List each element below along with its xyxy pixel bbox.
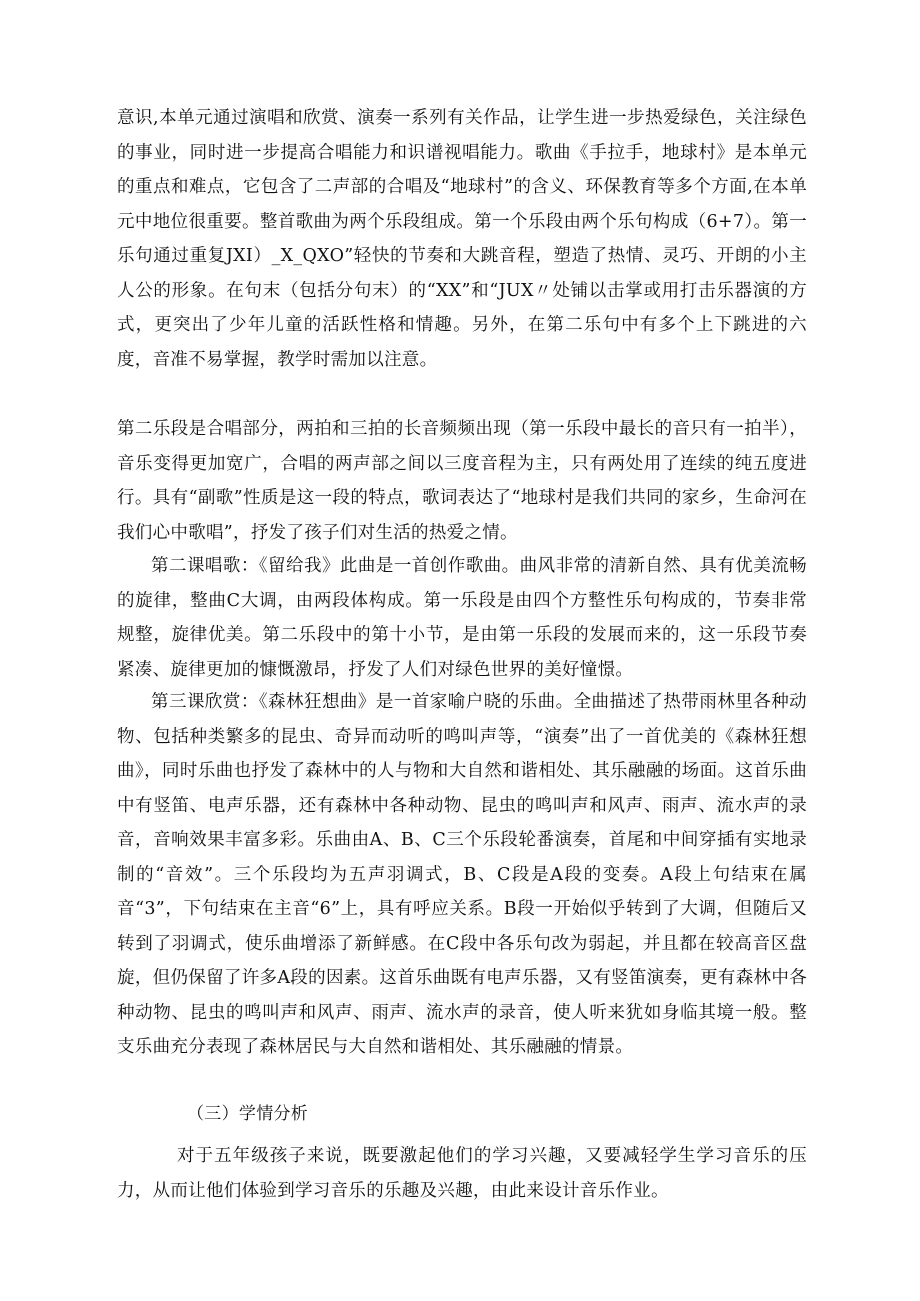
paragraph-unit-overview: 意识,本单元通过演唱和欣赏、演奏一系列有关作品，让学生进一步热爱绿色，关注绿色的事业，同时进一步提高合唱能力和识谱视唱能力。歌曲《手拉手，地球村》是本单元的重点和难点，它包含了二声部的合唱及“地球村”的含义、环保教育等多个方面,在本单元中地位很重要。整首歌曲为两个乐段组成。第一个乐段由两个乐句构成（6+7）。第一乐句通过重复JXI）_X_QXO”轻快的节奏和大跳音程，塑造了热情、灵巧、开朗的小主人公的形象。在句末（包括分句末）的“XX”和“JUX〃处铺以击掌或用打击乐器演的方式，更突出了少年儿童的活跃性格和情趣。另外，在第二乐句中有多个上下跳进的六度，音准不易掌握，教学时需加以注意。 [117,108,807,370]
paragraph-learning-analysis: 对于五年级孩子来说，既要激起他们的学习兴趣，又要减轻学生学习音乐的压力，从而让他们体验到学习音乐的乐趣及兴趣，由此来设计音乐作业。 [117,1146,807,1201]
section-heading: （三）学情分析 [187,1104,309,1124]
paragraph-lesson-three: 第三课欣赏：《森林狂想曲》是一首家喻户晓的乐曲。全曲描述了热带雨林里各种动物、包括种类繁多的昆虫、奇异而动听的鸣叫声等，“演奏”出了一首优美的《森林狂想曲》，同时乐曲也抒发了森林中的人与物和大自然和谐相处、其乐融融的场面。这首乐曲中有竖笛、电声乐器，还有森林中各种动物、昆虫的鸣叫声和风声、雨声、流水声的录音，音响效果丰富多彩。乐曲由A、B、C三个乐段轮番演奏，首尾和中间穿插有实地录制的“音效”。三个乐段均为五声羽调式，B、C段是A段的变奏。A段上句结束在属音“3”，下句结束在主音“6”上，具有呼应关系。B段一开始似乎转到了大调，但随后又转到了羽调式，使乐曲增添了新鲜感。在C段中各乐句改为弱起，并且都在较高音区盘旋，但仍保留了许多A段的因素。这首乐曲既有电声乐器，又有竖笛演奏，更有森林中各种动物、昆虫的鸣叫声和风声、雨声、流水声的录音，使人听来犹如身临其境一般。整支乐曲充分表现了森林居民与大自然和谐相处、其乐融融的情景。 [117,692,807,1057]
paragraph-lesson-two: 第二课唱歌：《留给我》此曲是一首创作歌曲。曲风非常的清新自然、具有优美流畅的旋律，整曲C大调，由两段体构成。第一乐段是由四个方整性乐句构成的，节奏非常规整，旋律优美。第二乐段中的第十小节，是由第一乐段的发展而来的，这一乐段节奏紧凑、旋律更加的慷慨激昂，抒发了人们对绿色世界的美好憧憬。 [117,556,807,680]
paragraph-second-section: 第二乐段是合唱部分，两拍和三拍的长音频频出现（第一乐段中最长的音只有一拍半），音乐变得更加宽广，合唱的两声部之间以三度音程为主，只有两处用了连续的纯五度进行。具有“副歌”性质是这一段的特点，歌词表达了“地球村是我们共同的家乡，生命河在我们心中歌唱”，抒发了孩子们对生活的热爱之情。 [117,419,807,543]
